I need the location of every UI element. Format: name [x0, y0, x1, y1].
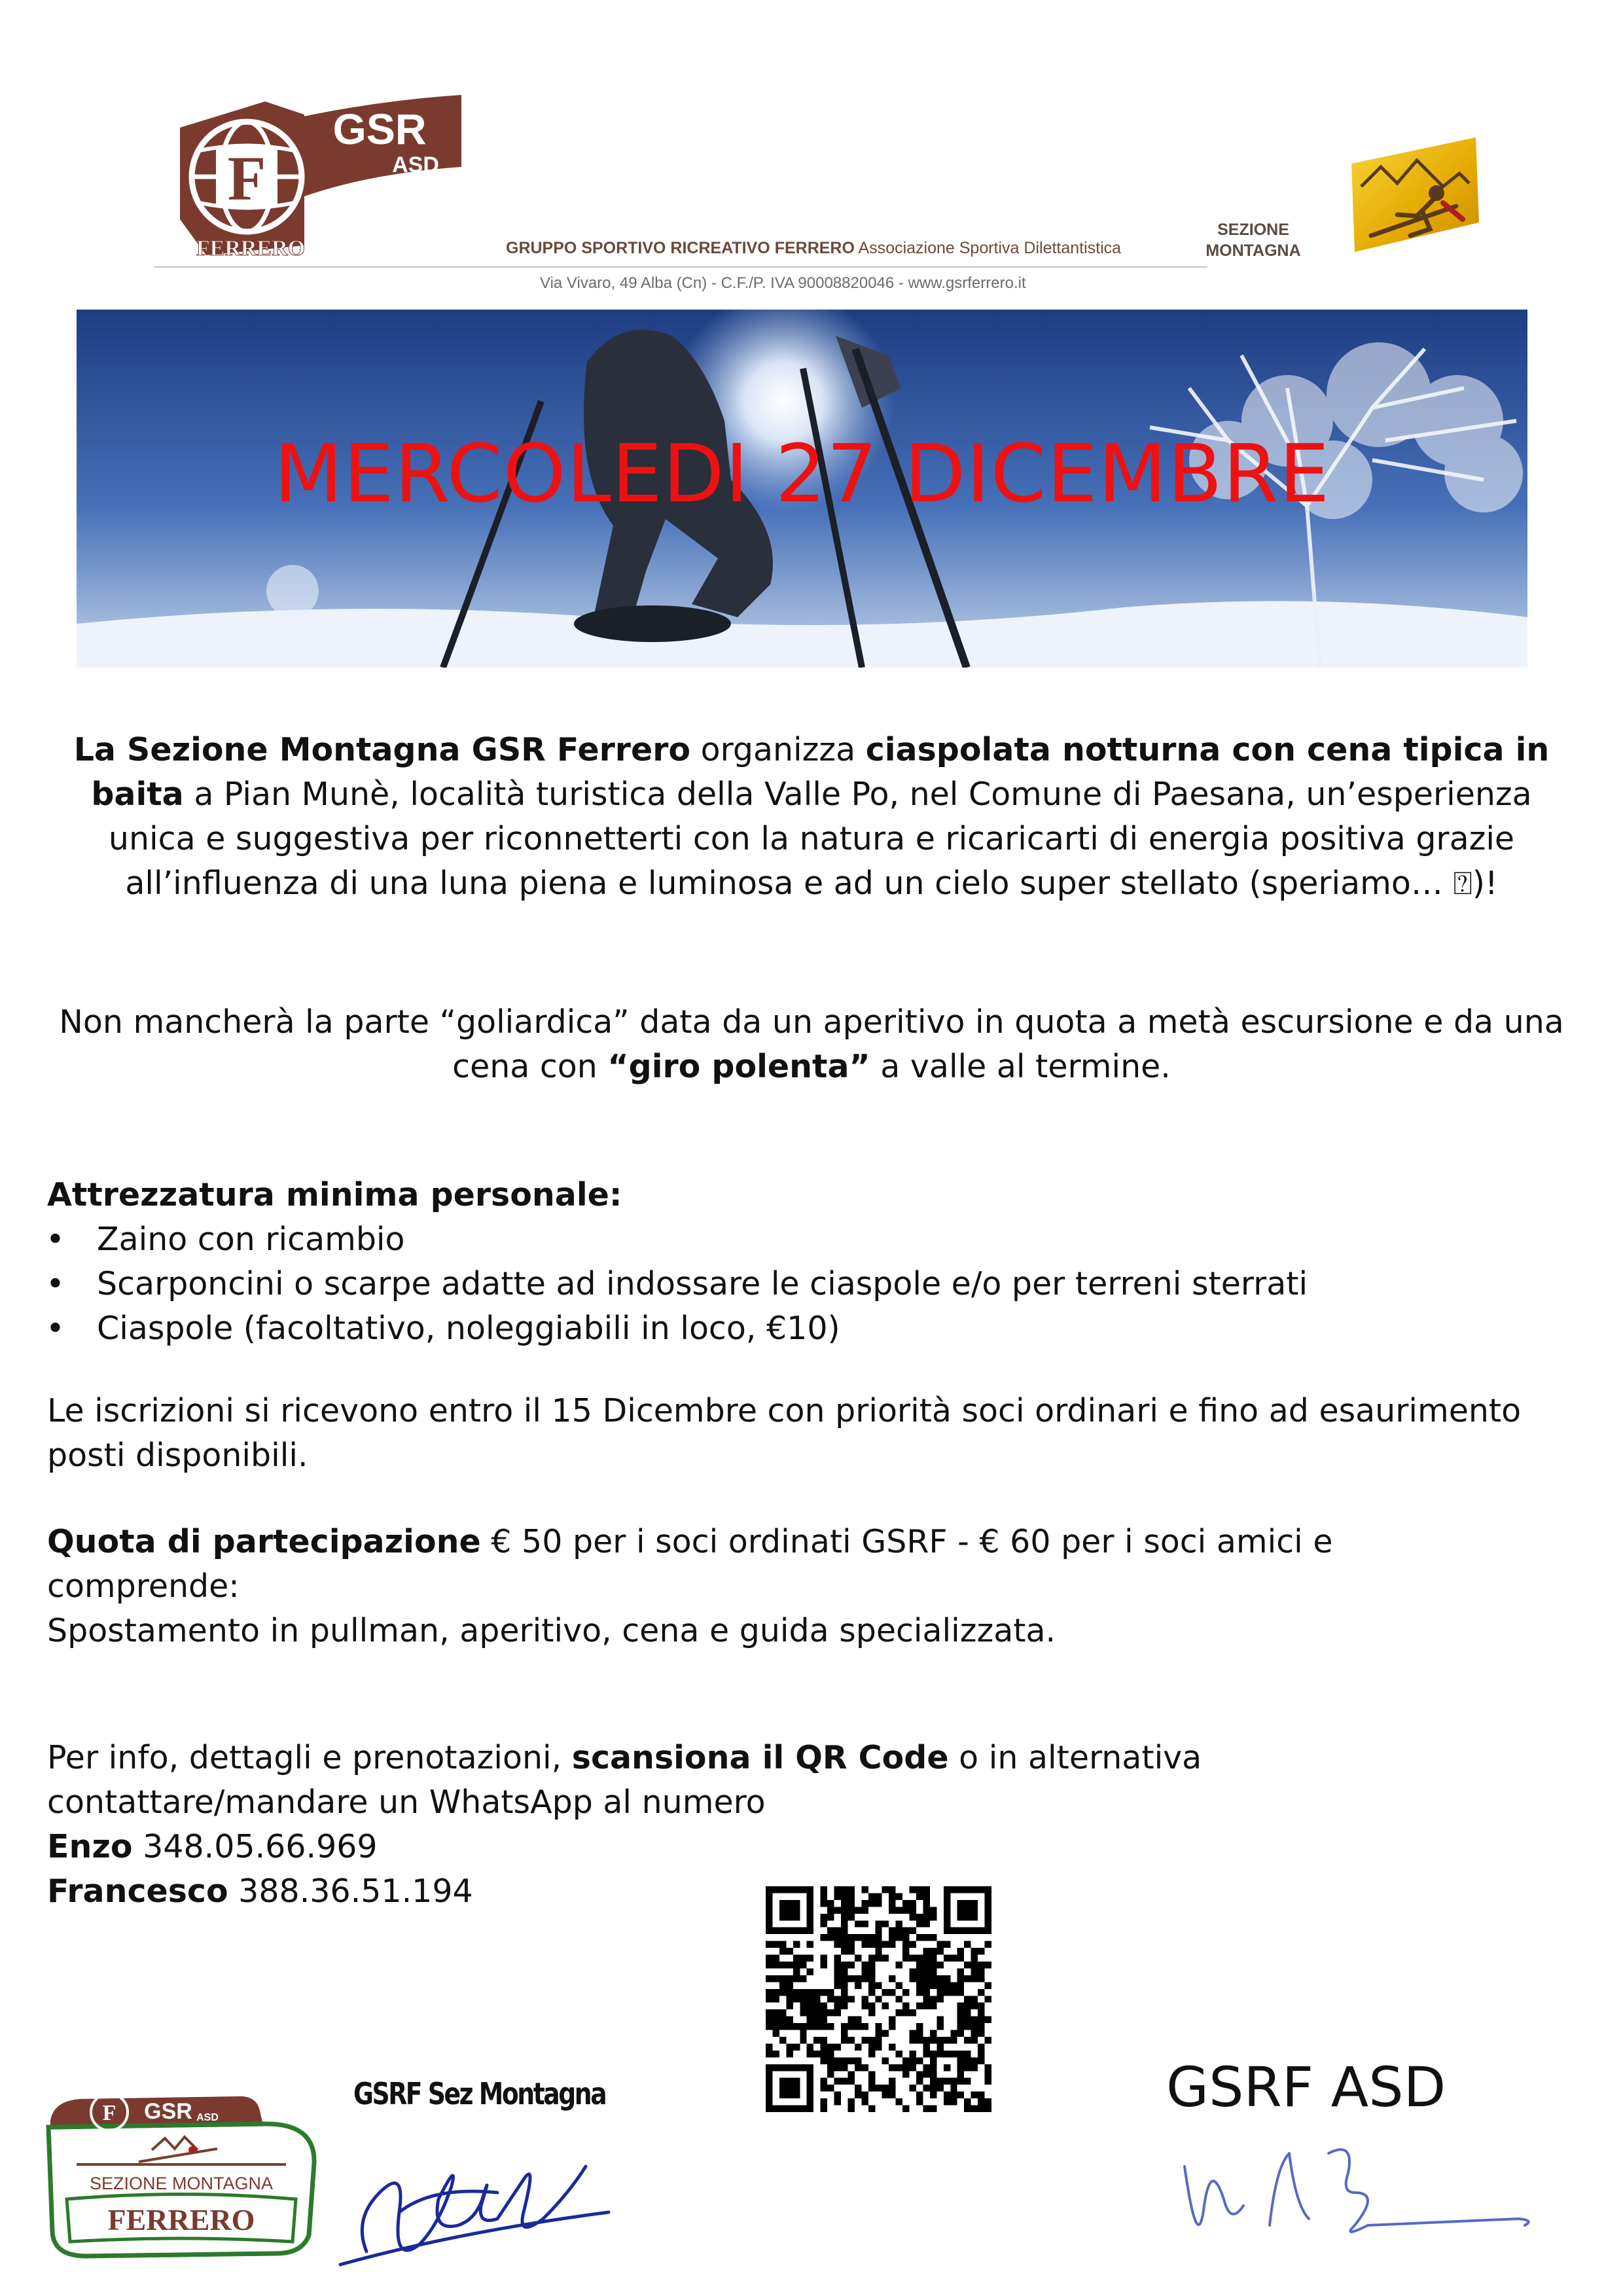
sezione-montagna-label: SEZIONE MONTAGNA	[1205, 221, 1301, 260]
header-divider	[154, 266, 1207, 268]
contact-francesco: Francesco 388.36.51.194	[47, 1873, 473, 1910]
goliardic-paragraph: Non mancherà la parte “goliardica” data da un aperitivo in quota a metà escursione e da una cena con “giro polenta” a valle al termine.	[59, 1003, 1564, 1085]
logo-gsr-text: GSR	[332, 105, 427, 153]
skier-badge-icon	[1345, 137, 1482, 252]
intro-paragraph: La Sezione Montagna GSR Ferrero organizza ciaspolata notturna con cena tipica in baita a Pian Munè, località turistica della Valle Po, nel Comune di Paesana, un’esperienza unica e suggestiva per riconnetterti con la natura e ricaricarti di energia positiva grazie all’influenza di una luna piena e luminosa e ad un cielo super stellato (speriamo… ⍰)!	[73, 731, 1550, 902]
contact-enzo: Enzo 348.05.66.969	[47, 1828, 378, 1865]
gsr-ferrero-logo	[154, 88, 468, 272]
qr-code[interactable]	[766, 1886, 991, 2112]
signature-label: GSRF Sez Montagna	[353, 2076, 606, 2111]
event-banner	[77, 310, 1527, 668]
svg-text:F: F	[227, 143, 266, 213]
equipment-item: • Scarponcini o scarpe adatte ad indossare le ciaspole e/o per terreni sterrati	[46, 1265, 1308, 1302]
equipment-item: • Zaino con ricambio	[46, 1221, 405, 1258]
logo-asd-text: ASD	[392, 152, 439, 177]
fee-includes: Spostamento in pullman, aperitivo, cena e guida specializzata.	[47, 1612, 1056, 1649]
handwritten-signature-right	[1158, 2127, 1538, 2265]
svg-text:SEZIONE MONTAGNA: SEZIONE MONTAGNA	[89, 2174, 274, 2193]
organization-address: Via Vivaro, 49 Alba (Cn) - C.F./P. IVA 90008820046 - www.gsrferrero.it	[540, 274, 1026, 292]
svg-text:ASD: ASD	[196, 2112, 219, 2123]
organization-signoff: GSRF ASD	[1166, 2055, 1446, 2119]
equipment-heading: Attrezzatura minima personale:	[47, 1176, 622, 1213]
svg-text:F: F	[102, 2101, 116, 2125]
svg-text:GSR: GSR	[144, 2099, 192, 2124]
handwritten-signature-left	[327, 2114, 615, 2278]
event-date-title: MERCOLEDI 27 DICEMBRE	[274, 427, 1330, 520]
emoji-placeholder-icon: ⍰	[1453, 865, 1472, 902]
equipment-list	[0, 1217, 1571, 1351]
registration-paragraph: Le iscrizioni si ricevono entro il 15 Dicembre con priorità soci ordinari e fino ad esaurimento posti disponibili.	[47, 1392, 1522, 1474]
svg-text:FERRERO: FERRERO	[107, 2203, 255, 2236]
sezione-montagna-stamp	[41, 2085, 322, 2261]
logo-ferrero-text: FERRERO	[196, 236, 306, 260]
equipment-item: • Ciaspole (facoltativo, noleggiabili in loco, €10)	[46, 1310, 840, 1347]
fee-paragraph: Quota di partecipazione € 50 per i soci ordinati GSRF - € 60 per i soci amici e comprende:	[47, 1523, 1333, 1605]
contacts-paragraph: Per info, dettagli e prenotazioni, scansiona il QR Code o in alternativa contattare/mandare un WhatsApp al numero	[47, 1739, 1202, 1821]
organization-name: GRUPPO SPORTIVO RICREATIVO FERRERO Associazione Sportiva Dilettantistica	[506, 239, 1122, 257]
